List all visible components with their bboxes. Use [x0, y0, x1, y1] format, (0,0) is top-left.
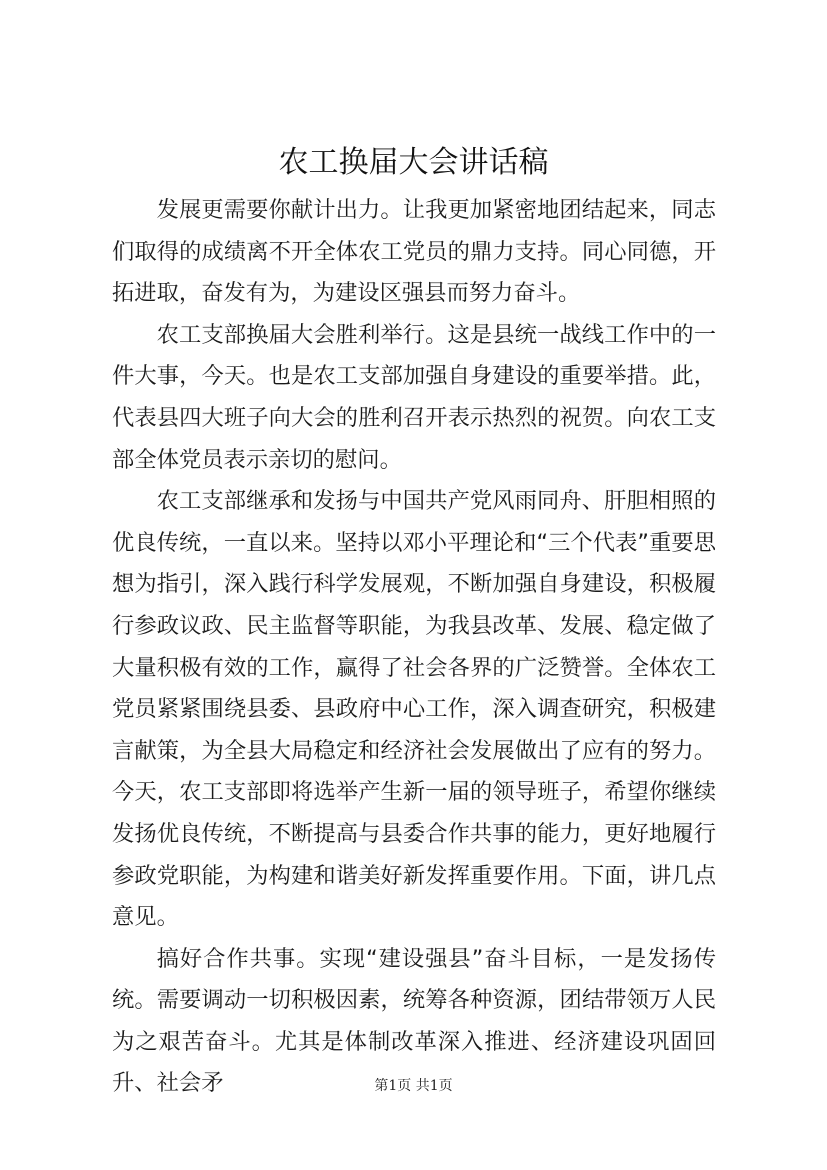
paragraph-4: 搞好合作共事。实现“建设强县”奋斗目标，一是发扬传统。需要调动一切积极因素，统筹各种资源，团结带领万人民为之艰苦奋斗。尤其是体制改革深入推进、经济建设巩固回升、社会矛	[112, 945, 716, 1097]
page-footer: 第1页 共1页	[374, 1078, 453, 1094]
paragraph-1: 发展更需要你献计出力。让我更加紧密地团结起来，同志们取得的成绩离不开全体农工党员的鼎力支持。同心同德，开拓进取，奋发有为，为建设区强县而努力奋斗。	[112, 197, 716, 307]
paragraph-3: 农工支部继承和发扬与中国共产党风雨同舟、肝胆相照的优良传统，一直以来。坚持以邓小平理论和“三个代表”重要思想为指引，深入践行科学发展观，不断加强自身建设，积极履行参政议政、民主监督等职能，为我县改革、发展、稳定做了大量积极有效的工作，赢得了社会各界的广泛赞誉。全体农工党员紧紧围绕县委、县政府中心工作，深入调查研究，积极建言献策，为全县大局稳定和经济社会发展做出了应有的努力。今天，农工支部即将选举产生新一届的领导班子，希望你继续发扬优良传统，不断提高与县委合作共事的能力，更好地履行参政党职能，为构建和谐美好新发挥重要作用。下面，讲几点意见。	[112, 488, 716, 931]
document-title: 农工换届大会讲话稿	[278, 145, 549, 180]
paragraph-2: 农工支部换届大会胜利举行。这是县统一战线工作中的一件大事，今天。也是农工支部加强自身建设的重要举措。此，代表县四大班子向大会的胜利召开表示热烈的祝贺。向农工支部全体党员表示亲切的慰问。	[112, 321, 716, 473]
document-body	[112, 190, 716, 1105]
